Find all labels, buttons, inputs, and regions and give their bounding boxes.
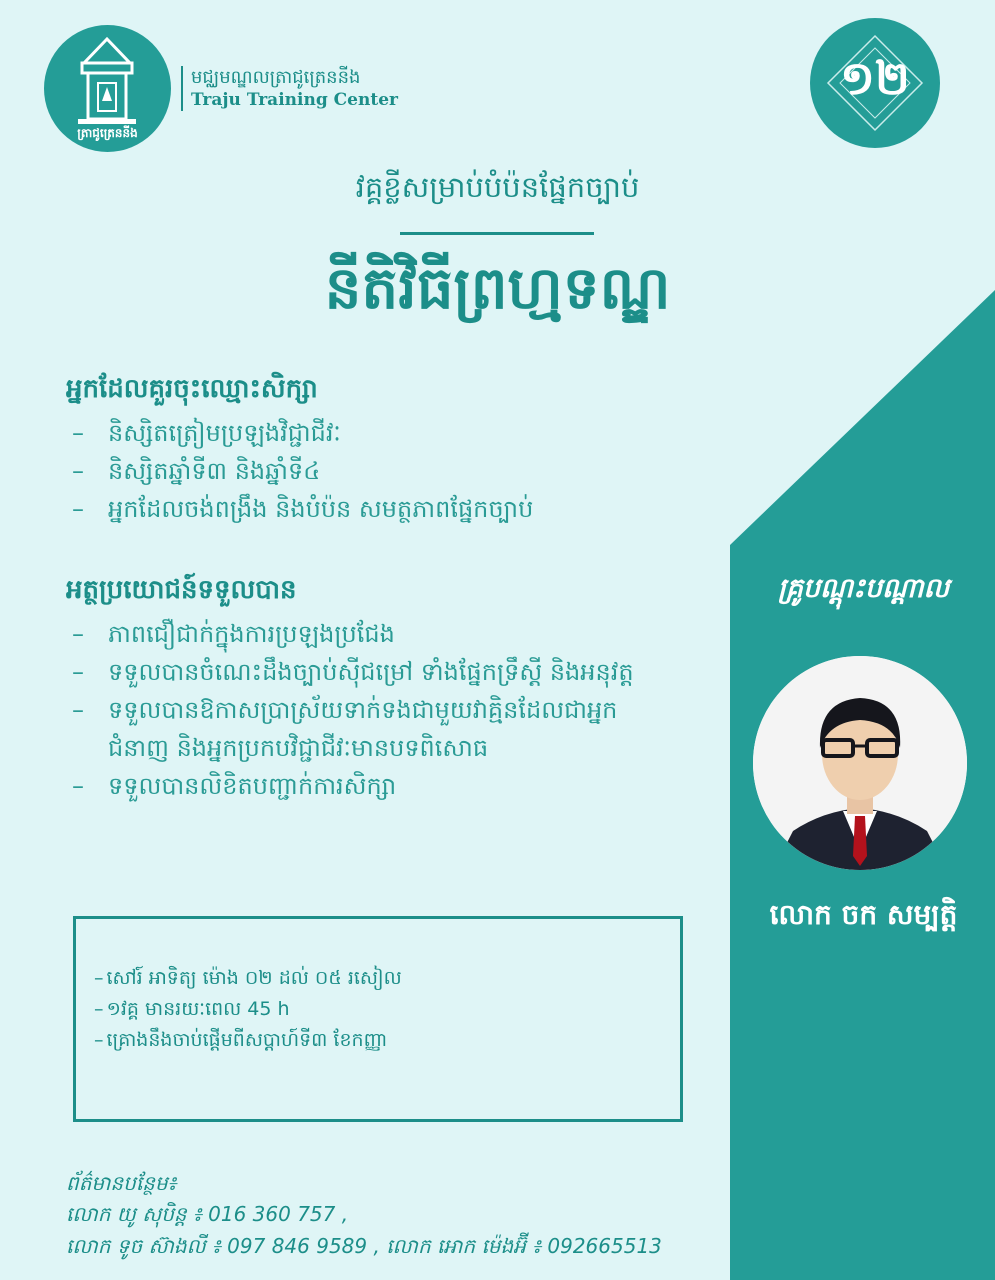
schedule-item: – ១វគ្គ មានរយៈពេល 45 h <box>94 994 680 1025</box>
schedule-item: – គ្រោងនឹងចាប់ផ្តើមពីសប្តាហ៍ទី៣ ខែកញ្ញា <box>94 1025 680 1056</box>
list-item: – និស្សិតត្រៀមប្រឡងវិជ្ជាជីវៈ <box>66 414 533 452</box>
schedule-item: – សៅរ៍ អាទិត្យ ម៉ោង ០២ ដល់ ០៥ រសៀល <box>94 963 680 994</box>
contact-line-2: លោក ទូច ស៊ាងលី ៖ 097 846 9589 , លោក អោក ម៉េងអ៊ី ៖ 092665513 <box>66 1234 662 1258</box>
logo-emblem <box>44 25 171 152</box>
contact-info <box>66 1168 662 1262</box>
audience-section <box>66 372 533 528</box>
list-item: – ភាពជឿជាក់ក្នុងការប្រឡងប្រជែង <box>66 615 666 653</box>
audience-heading: អ្នកដែលគួរចុះឈ្មោះសិក្សា <box>66 374 318 404</box>
trainer-name: លោក ចក សម្បត្តិ <box>769 898 958 931</box>
trainer-label: គ្រូបណ្តុះបណ្តាល <box>777 573 950 604</box>
list-item: – និស្សិតឆ្នាំទី៣ និងឆ្នាំទី៤ <box>66 452 533 490</box>
badge-number: ១២ <box>840 50 910 105</box>
list-item: – ទទួលបានចំណេះដឹងច្បាប់ស៊ីជម្រៅ ទាំងផ្នែកទ្រឹស្តី និងអនុវត្ត <box>66 653 666 691</box>
benefits-section <box>66 573 666 805</box>
course-number-badge <box>810 18 940 148</box>
title-divider <box>400 232 594 235</box>
schedule-box <box>73 916 683 1122</box>
list-item: – ទទួលបានលិខិតបញ្ជាក់ការសិក្សា <box>66 767 666 805</box>
list-item: – អ្នកដែលចង់ពង្រឹង និងបំប៉ន សមត្ថភាពផ្នែកច្បាប់ <box>66 490 533 528</box>
contact-line-1: លោក យូ សុបិន្ត ៖ 016 360 757 , <box>66 1202 349 1226</box>
trainer-photo <box>753 656 967 870</box>
logo-khmer-name: មជ្ឈមណ្ឌលត្រាជូត្រេននីង <box>191 66 361 88</box>
contact-heading: ព័ត៌មានបន្ថែម៖ <box>66 1171 177 1195</box>
brand-logo <box>44 25 398 152</box>
logo-english-name: Traju Training Center <box>191 90 398 111</box>
logo-ribbon-text: ត្រាជូត្រេននីង <box>77 126 138 140</box>
course-title: នីតិវិធីព្រហ្មទណ្ឌ <box>324 254 671 322</box>
list-item: – ទទួលបានឱកាសប្រាស្រ័យទាក់ទងជាមួយវាគ្មិនដែលជាអ្នកជំនាញ និងអ្នកប្រកបវិជ្ជាជីវៈមានបទពិសោធ <box>66 691 666 767</box>
course-subtitle: វគ្គខ្លីសម្រាប់បំប៉នផ្នែកច្បាប់ <box>355 170 640 204</box>
trainer-portrait-icon <box>753 656 967 870</box>
benefits-heading: អត្ថប្រយោជន៍ទទួលបាន <box>66 575 297 605</box>
